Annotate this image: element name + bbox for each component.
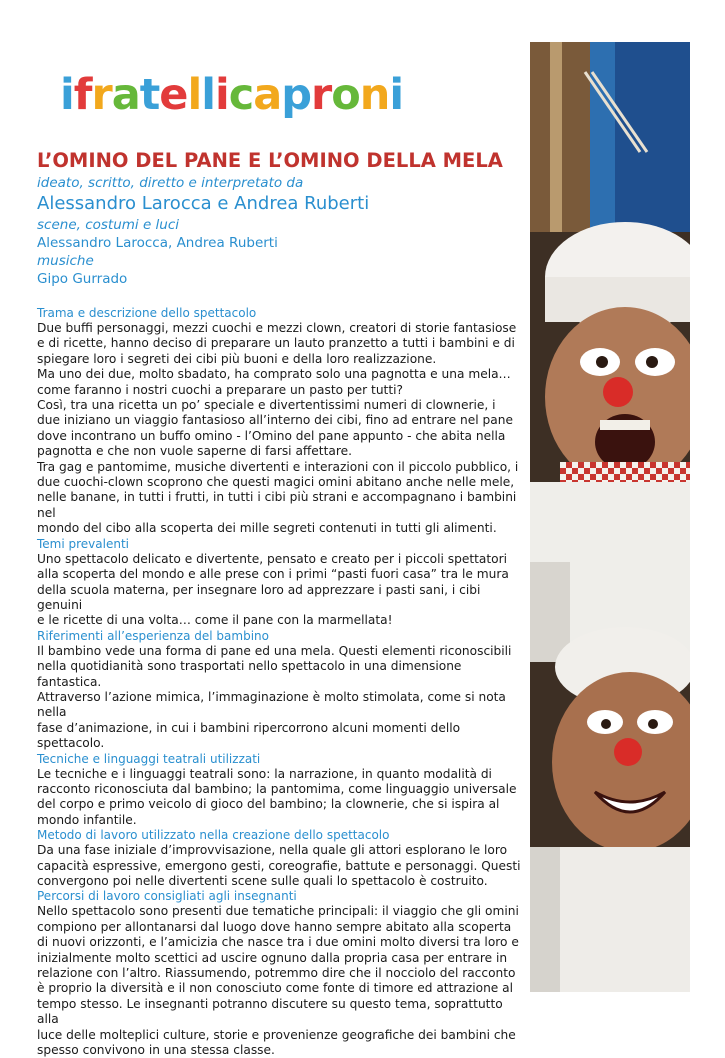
section-heading: Temi prevalenti <box>37 536 129 551</box>
section-text-line: pagnotta e che non vuole saperne di farsi affettare. <box>37 444 352 459</box>
show-title: L’OMINO DEL PANE E L’OMINO DELLA MELA <box>37 149 503 172</box>
section-text-line: Uno spettacolo delicato e divertente, pensato e creato per i piccoli spettatori <box>37 551 508 566</box>
music-name: Gipo Gurrado <box>37 271 128 287</box>
section-text-line: compiono per allontanarsi dal luogo dove hanno sempre abitato alla scoperta <box>37 919 512 934</box>
section-text-line: due iniziano un viaggio fantasioso all’interno dei cibi, fino ad entrare nel pane <box>37 413 513 428</box>
logo-letter: i <box>60 70 74 120</box>
logo-letter: t <box>139 70 160 120</box>
logo-letter: a <box>253 70 282 120</box>
section-text-line: della scuola materna, per insegnare loro ad apprezzare i pasti sani, i cibi genuini <box>37 582 481 612</box>
logo-letter: i <box>214 70 229 120</box>
section-text-line: spesso convivono in una stessa classe. <box>37 1043 275 1058</box>
clowns-photo-image <box>530 42 690 992</box>
authors-names: Alessandro Larocca e Andrea Ruberti <box>37 193 370 214</box>
logo-letter: r <box>91 70 112 120</box>
section-text-line: alla scoperta del mondo e alle prese con i primi “pasti fuori casa” tra le mura <box>37 567 509 582</box>
section-text-line: nella quotidianità sono trasportati nello spettacolo in una dimensione fantastica. <box>37 659 462 689</box>
section-text-line: Così, tra una ricetta un po’ speciale e divertentissimi numeri di clownerie, i <box>37 398 496 413</box>
section-text-line: spiegare loro i segreti dei cibi più buoni e della loro realizzazione. <box>37 351 437 366</box>
subtitle-label: ideato, scritto, diretto e interpretato da <box>37 175 304 191</box>
section-heading: Riferimenti all’esperienza del bambino <box>37 628 269 643</box>
logo-letter: o <box>331 70 360 120</box>
main-content <box>37 148 522 1058</box>
section-text-line: mondo del cibo alla scoperta dei mille segreti contenuti in tutti gli alimenti. <box>37 521 497 536</box>
logo-letter: p <box>281 70 312 120</box>
section-text-line: mondo infantile. <box>37 812 137 827</box>
scenes-label: scene, costumi e luci <box>37 217 180 233</box>
logo-letter: l <box>201 70 215 120</box>
section-text-line: inizialmente molto scettici ad uscire ognuno dalla propria casa per entrare in <box>37 950 508 965</box>
logo-letter: n <box>359 70 390 120</box>
section-text-line: fase d’animazione, in cui i bambini ripercorrono alcuni momenti dello spettacolo. <box>37 720 461 751</box>
logo-letter: f <box>73 70 92 120</box>
section-heading: Percorsi di lavoro consigliati agli insegnanti <box>37 889 297 904</box>
logo-letter: r <box>311 70 332 120</box>
section-text-line: Tra gag e pantomime, musiche divertenti e interazioni con il piccolo pubblico, i <box>37 459 519 474</box>
section-text-line: Le tecniche e i linguaggi teatrali sono: la narrazione, in quanto modalità di <box>37 766 492 781</box>
section-text-line: nelle banane, in tutti i frutti, in tutti i cibi più strani e accompagnano i bambini nel <box>37 490 517 520</box>
music-label: musiche <box>37 253 94 269</box>
clowns-photo <box>530 42 690 992</box>
section-text-line: del corpo e primo veicolo di gioco del bambino; la clownerie, che si ispira al <box>37 797 500 812</box>
section-heading: Trama e descrizione dello spettacolo <box>37 306 257 320</box>
section-text-line: di nuovi orizzonti, e l’amicizia che nasce tra i due omini molto diversi tra loro e <box>37 935 519 950</box>
section-text-line: e le ricette di una volta… come il pane con la marmellata! <box>37 613 393 628</box>
scenes-names: Alessandro Larocca, Andrea Ruberti <box>37 235 278 251</box>
section-text-line: racconto riconosciuta dal bambino; la pantomima, come linguaggio universale <box>37 781 517 796</box>
logo-letter: i <box>389 70 404 120</box>
section-text-line: convergono poi nelle divertenti scene sulle quali lo spettacolo è costruito. <box>37 874 488 888</box>
section-text-line: e di ricette, hanno deciso di preparare un lauto pranzetto a tutti i bambini e di <box>37 336 515 351</box>
section-text-line: capacità espressive, emergono gesti, coreografie, battute e personaggi. Questi <box>37 858 521 873</box>
logo-letter: e <box>159 70 188 120</box>
section-text-line: è proprio la diversità e il non conosciuto come fonte di timore ed attrazione al <box>37 981 514 996</box>
description-sections <box>37 306 522 1058</box>
section-heading: Tecniche e linguaggi teatrali utilizzati <box>37 751 261 766</box>
section-text-line: due cuochi-clown scoprono che questi magici omini abitano anche nelle mele, <box>37 475 515 490</box>
company-logo <box>60 62 403 128</box>
section-text-line: Ma uno dei due, molto sbadato, ha comprato solo una pagnotta e una mela… <box>37 367 511 382</box>
section-text-line: tempo stesso. Le insegnanti potranno discutere su questo tema, soprattutto alla <box>37 996 503 1027</box>
logo-letter: c <box>228 70 254 120</box>
section-text-line: come faranno i nostri cuochi a preparare un pasto per tutti? <box>37 382 403 397</box>
section-text-line: Attraverso l’azione mimica, l’immaginazione è molto stimolata, come si nota nella <box>37 689 506 720</box>
section-text-line: Nello spettacolo sono presenti due tematiche principali: il viaggio che gli omini <box>37 904 519 919</box>
section-text-line: Due buffi personaggi, mezzi cuochi e mezzi clown, creatori di storie fantasiose <box>37 321 517 335</box>
section-text-line: relazione con l’altro. Riassumendo, potremmo dire che il nocciolo del racconto <box>37 966 516 981</box>
section-text-line: Da una fase iniziale d’improvvisazione, nella quale gli attori esplorano le loro <box>37 843 508 858</box>
section-text-line: dove incontrano un buffo omino - l’Omino del pane appunto - che abita nella <box>37 428 506 443</box>
section-heading: Metodo di lavoro utilizzato nella creazione dello spettacolo <box>37 828 390 843</box>
section-text-line: Il bambino vede una forma di pane ed una mela. Questi elementi riconoscibili <box>37 643 512 658</box>
section-text-line: luce delle molteplici culture, storie e provenienze geografiche dei bambini che <box>37 1027 516 1042</box>
logo-letter: a <box>111 70 140 120</box>
logo-letter: l <box>187 70 202 120</box>
